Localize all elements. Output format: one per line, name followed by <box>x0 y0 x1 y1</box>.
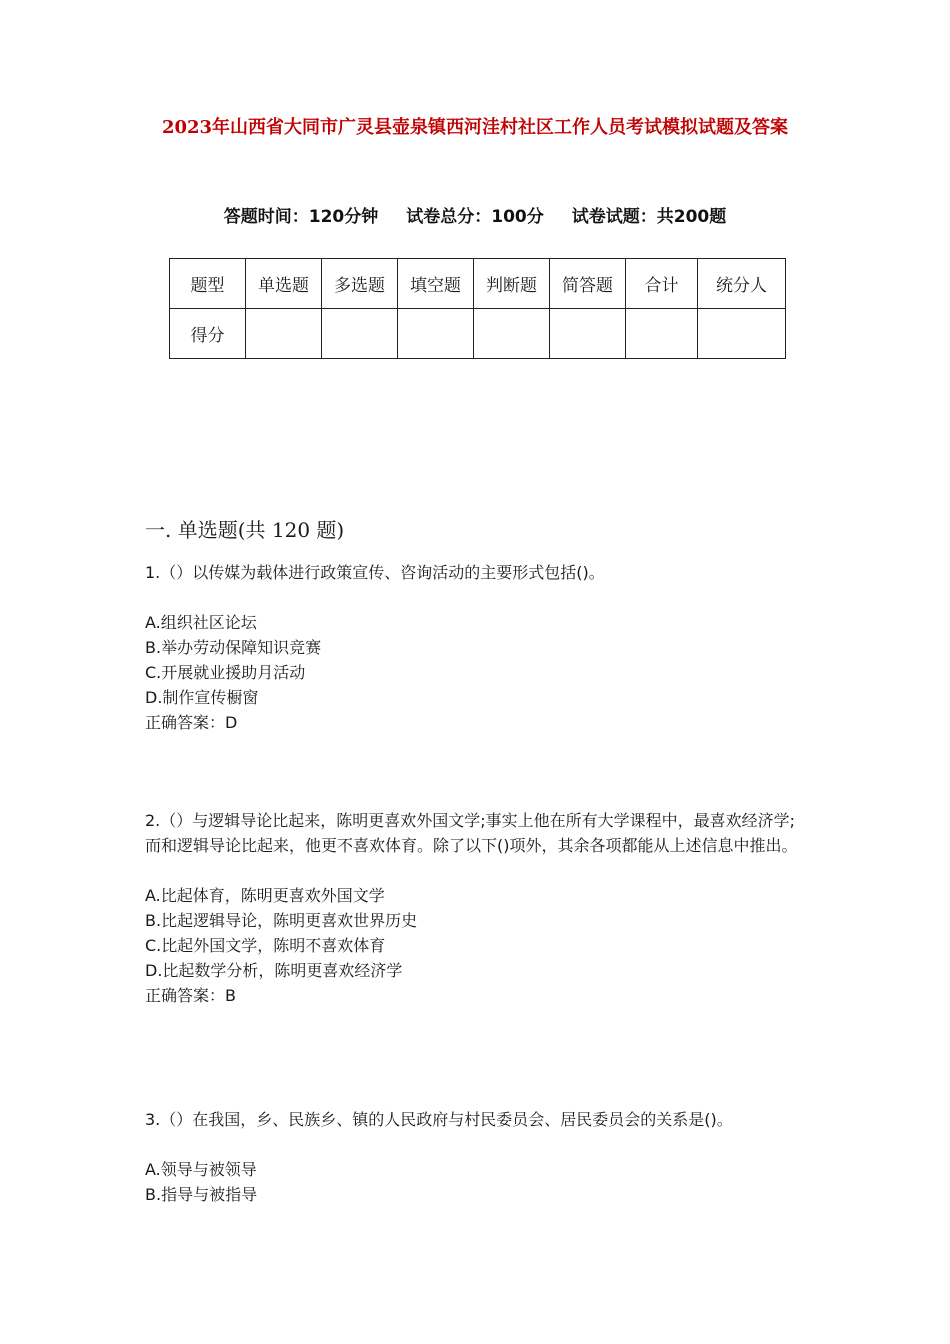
score-cell <box>474 309 550 359</box>
exam-meta <box>0 202 950 227</box>
exam-question-count: 试卷试题：共200题 <box>571 207 727 227</box>
section-title: 一. 单选题(共 120 题) <box>145 518 345 542</box>
score-header-cell: 统分人 <box>698 259 786 309</box>
score-cell <box>246 309 322 359</box>
question-stem: 1.（）以传媒为载体进行政策宣传、咨询活动的主要形式包括()。 <box>145 563 605 582</box>
score-table-score-row <box>170 309 786 359</box>
question-option: A.比起体育，陈明更喜欢外国文学 <box>145 886 385 905</box>
question-option: D.比起数学分析，陈明更喜欢经济学 <box>145 961 403 980</box>
score-header-cell: 多选题 <box>322 259 398 309</box>
question-answer: 正确答案：B <box>145 986 236 1005</box>
question-3 <box>145 1107 810 1207</box>
question-option: D.制作宣传橱窗 <box>145 688 259 707</box>
question-2 <box>145 808 810 1008</box>
question-stem: 2.（）与逻辑导论比起来，陈明更喜欢外国文学;事实上他在所有大学课程中，最喜欢经济学;而和逻辑导论比起来，他更不喜欢体育。除了以下()项外，其余各项都能从上述信息中推出。 <box>145 811 798 855</box>
score-cell <box>398 309 474 359</box>
score-header-cell: 判断题 <box>474 259 550 309</box>
question-1 <box>145 560 810 735</box>
score-header-cell: 单选题 <box>246 259 322 309</box>
score-header-cell: 题型 <box>170 259 246 309</box>
question-option: B.举办劳动保障知识竞赛 <box>145 638 322 657</box>
score-cell <box>550 309 626 359</box>
score-cell <box>626 309 698 359</box>
question-option: A.领导与被领导 <box>145 1160 257 1179</box>
score-row-label: 得分 <box>170 309 246 359</box>
question-option: B.指导与被指导 <box>145 1185 258 1204</box>
score-header-cell: 合计 <box>626 259 698 309</box>
exam-time: 答题时间：120分钟 <box>223 207 379 227</box>
score-header-cell: 填空题 <box>398 259 474 309</box>
question-answer: 正确答案：D <box>145 713 238 732</box>
question-option: B.比起逻辑导论，陈明更喜欢世界历史 <box>145 911 418 930</box>
score-cell <box>698 309 786 359</box>
exam-total-score: 试卷总分：100分 <box>406 207 544 227</box>
score-cell <box>322 309 398 359</box>
score-header-cell: 简答题 <box>550 259 626 309</box>
question-option: A.组织社区论坛 <box>145 613 257 632</box>
document-title: 2023年山西省大同市广灵县壶泉镇西河洼村社区工作人员考试模拟试题及答案 <box>161 117 789 138</box>
question-option: C.比起外国文学，陈明不喜欢体育 <box>145 936 386 955</box>
score-table-header-row <box>170 259 786 309</box>
question-stem: 3.（）在我国，乡、民族乡、镇的人民政府与村民委员会、居民委员会的关系是()。 <box>145 1110 733 1129</box>
score-table <box>169 258 786 359</box>
question-option: C.开展就业援助月活动 <box>145 663 306 682</box>
